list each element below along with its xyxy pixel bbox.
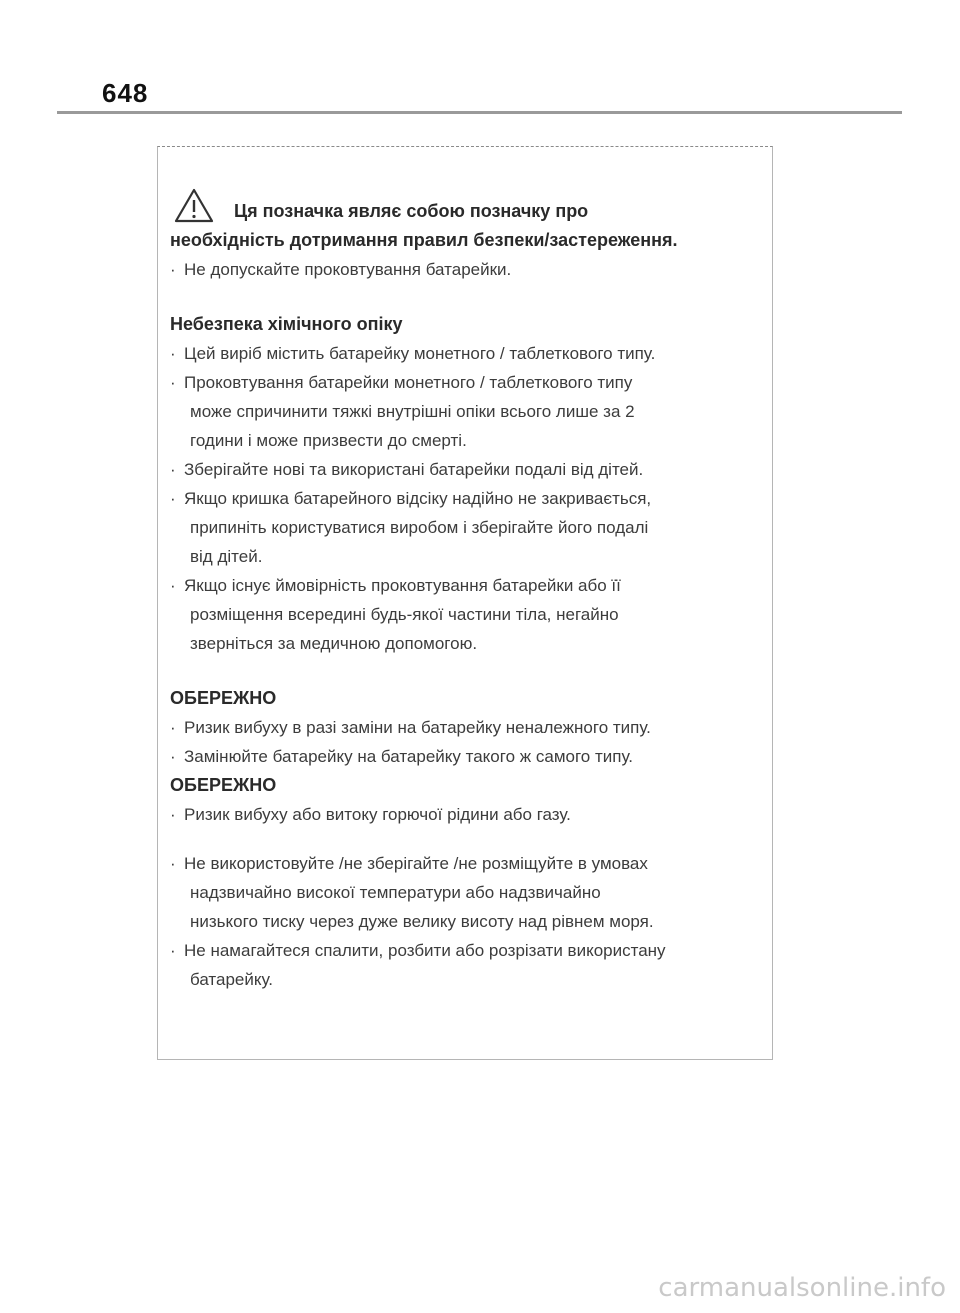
bullet-dot: · [170,489,176,508]
list-item-continuation: батарейку. [190,970,274,989]
list-item: · Не використовуйте /не зберігайте /не розміщуйте в умовах [170,849,765,878]
list-item: · Якщо кришка батарейного відсіку надійно не закривається, [170,484,765,513]
header-divider [57,111,902,114]
list-item: · Не намагайтеся спалити, розбити або розрізати використану [170,936,765,965]
section-title-chemical-burn: Небезпека хімічного опіку [170,314,403,334]
list-item-continuation: надзвичайно високої температури або надзвичайно [190,883,601,902]
bullet-dot: · [170,460,176,479]
list-item-continuation: припиніть користуватися виробом і зберігайте його подалі [190,518,649,537]
section-title-caution: ОБЕРЕЖНО [170,688,277,708]
warning-heading [170,188,765,226]
bullet-dot: · [170,260,176,279]
list-item-continuation: години і може призвести до смерті. [190,431,467,450]
list-item: · Замінюйте батарейку на батарейку такого ж самого типу. [170,742,765,771]
list-item-continuation: розміщення всередині будь-якої частини тіла, негайно [190,605,619,624]
list-item-continuation: від дітей. [190,547,263,566]
list-item-continuation: може спричинити тяжкі внутрішні опіки всього лише за 2 [190,402,635,421]
list-item: · Проковтування батарейки монетного / таблеткового типу [170,368,765,397]
warning-heading-line2: необхідність дотримання правил безпеки/застереження. [170,230,678,250]
bullet-dot: · [170,373,176,392]
bullet-dot: · [170,576,176,595]
list-item: · Ризик вибуху або витоку горючої рідини або газу. [170,800,765,829]
section-title-caution: ОБЕРЕЖНО [170,775,277,795]
watermark-text: carmanualsonline.info [658,1273,946,1303]
page-number: 648 [102,78,149,108]
list-item-continuation: зверніться за медичною допомогою. [190,634,478,653]
bullet-dot: · [170,941,176,960]
safety-notice-content [170,188,765,994]
list-item: · Ризик вибуху в разі заміни на батарейку неналежного типу. [170,713,765,742]
warning-heading-line1: Ця позначка являє собою позначку про [234,201,589,221]
bullet-dot: · [170,747,176,766]
list-item: · Якщо існує ймовірність проковтування батарейки або її [170,571,765,600]
bullet-dot: · [170,805,176,824]
bullet-dot: · [170,344,176,363]
list-item-continuation: низького тиску через дуже велику висоту над рівнем моря. [190,912,654,931]
warning-triangle-icon [174,188,214,224]
bullet-dot: · [170,854,176,873]
list-item: · Не допускайте проковтування батарейки. [170,255,765,284]
list-item: · Цей виріб містить батарейку монетного / таблеткового типу. [170,339,765,368]
bullet-dot: · [170,718,176,737]
list-item: · Зберігайте нові та використані батарейки подалі від дітей. [170,455,765,484]
